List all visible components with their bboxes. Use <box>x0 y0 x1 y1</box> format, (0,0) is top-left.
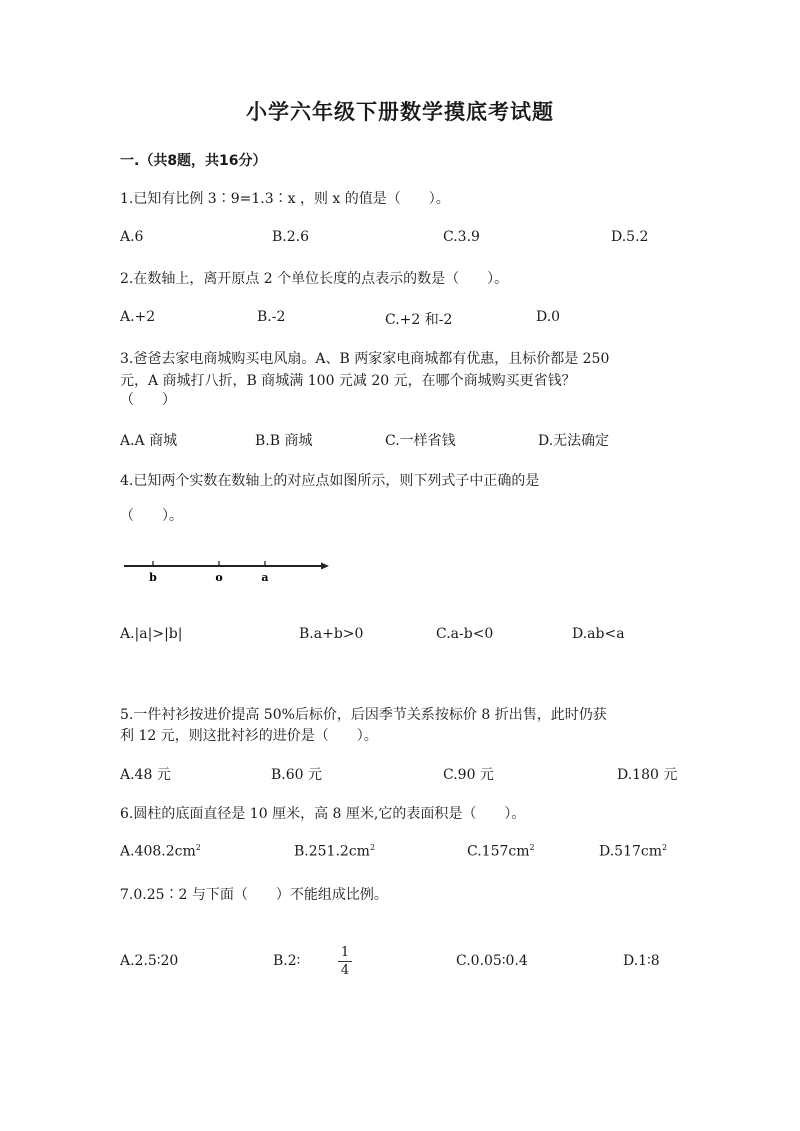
question-3-text-line-3: （ ） <box>120 392 176 408</box>
option-d-text: D.517cm <box>599 843 663 860</box>
question-6-text: 6.圆柱的底面直径是 10 厘米，高 8 厘米,它的表面积是（ ）。 <box>120 806 526 822</box>
question-2-text: 2.在数轴上，离开原点 2 个单位长度的点表示的数是（ ）。 <box>120 271 509 287</box>
label-a: a <box>261 571 269 584</box>
question-1-option-d[interactable]: D.5.2 <box>611 229 649 245</box>
question-3-text-line-2: 元，A 商城打八折，B 商城满 100 元减 20 元，在哪个商城购买更省钱？ <box>120 373 576 389</box>
question-3-option-d[interactable]: D.无法确定 <box>538 433 610 449</box>
question-2-option-c[interactable]: C.+2 和-2 <box>385 312 453 328</box>
question-1-option-c[interactable]: C.3.9 <box>443 229 480 245</box>
question-2-option-a[interactable]: A.+2 <box>120 309 156 325</box>
question-2-option-b[interactable]: B.-2 <box>257 309 286 325</box>
question-7-option-b[interactable]: B.2∶ <box>273 953 301 969</box>
question-2-option-d[interactable]: D.0 <box>536 309 561 325</box>
question-4-option-c[interactable]: C.a-b<0 <box>436 626 494 642</box>
question-5-option-b[interactable]: B.60 元 <box>271 767 323 783</box>
page-title: 小学六年级下册数学摸底考试题 <box>246 100 554 124</box>
question-4-option-a[interactable]: A.|a|>|b| <box>120 626 183 642</box>
question-1-option-b[interactable]: B.2.6 <box>272 229 310 245</box>
question-4-option-d[interactable]: D.ab<a <box>572 626 625 642</box>
question-5-option-c[interactable]: C.90 元 <box>443 767 494 783</box>
option-c-unit-sup: 2 <box>529 843 535 852</box>
question-7-option-c[interactable]: C.0.05∶0.4 <box>456 953 528 969</box>
question-5-option-a[interactable]: A.48 元 <box>120 767 171 783</box>
question-6-option-c[interactable] <box>467 843 535 860</box>
fraction-denominator: 4 <box>340 963 350 978</box>
question-7-option-a[interactable]: A.2.5∶20 <box>120 953 179 969</box>
number-line-figure <box>122 558 337 588</box>
question-6-option-b[interactable] <box>294 843 375 860</box>
label-o: o <box>215 571 223 584</box>
question-5-text-line-1: 5.一件衬衫按进价提高 50%后标价，后因季节关系按标价 8 折出售，此时仍获 <box>120 707 607 723</box>
question-6-option-d[interactable] <box>599 843 667 860</box>
option-b-text: B.251.2cm <box>294 843 370 860</box>
question-1-option-a[interactable]: A.6 <box>120 229 144 245</box>
question-3-option-a[interactable]: A.A 商城 <box>120 433 178 449</box>
option-c-text: C.157cm <box>467 843 530 860</box>
question-1-text: 1.已知有比例 3∶9=1.3∶x ，则 x 的值是（ ）。 <box>120 191 450 207</box>
question-4-option-b[interactable]: B.a+b>0 <box>299 626 364 642</box>
question-5-option-d[interactable]: D.180 元 <box>617 767 678 783</box>
option-a-text: A.408.2cm <box>120 843 196 860</box>
label-b: b <box>149 571 157 584</box>
question-7-option-d[interactable]: D.1∶8 <box>623 953 660 969</box>
option-d-unit-sup: 2 <box>662 843 668 852</box>
question-3-option-c[interactable]: C.一样省钱 <box>385 433 456 449</box>
question-6-option-a[interactable] <box>120 843 201 860</box>
question-7-text: 7.0.25∶2 与下面（ ）不能组成比例。 <box>120 887 388 903</box>
fraction-bar <box>338 961 352 962</box>
option-a-unit-sup: 2 <box>195 843 201 852</box>
question-4-text-line-1: 4.已知两个实数在数轴上的对应点如图所示，则下列式子中正确的是 <box>120 473 540 489</box>
fraction-numerator: 1 <box>340 945 350 960</box>
question-4-text-line-2: （ ）。 <box>120 508 183 524</box>
question-3-text-line-1: 3.爸爸去家电商城购买电风扇。A、B 两家家电商城都有优惠，且标价都是 250 <box>120 351 610 367</box>
question-5-text-line-2: 利 12 元，则这批衬衫的进价是（ ）。 <box>120 728 378 744</box>
number-line-arrow <box>321 563 329 570</box>
option-b-unit-sup: 2 <box>369 843 376 852</box>
question-3-option-b[interactable]: B.B 商城 <box>255 433 313 449</box>
section-heading: 一.（共8题，共16分） <box>120 153 267 169</box>
fraction-one-quarter <box>338 945 352 978</box>
